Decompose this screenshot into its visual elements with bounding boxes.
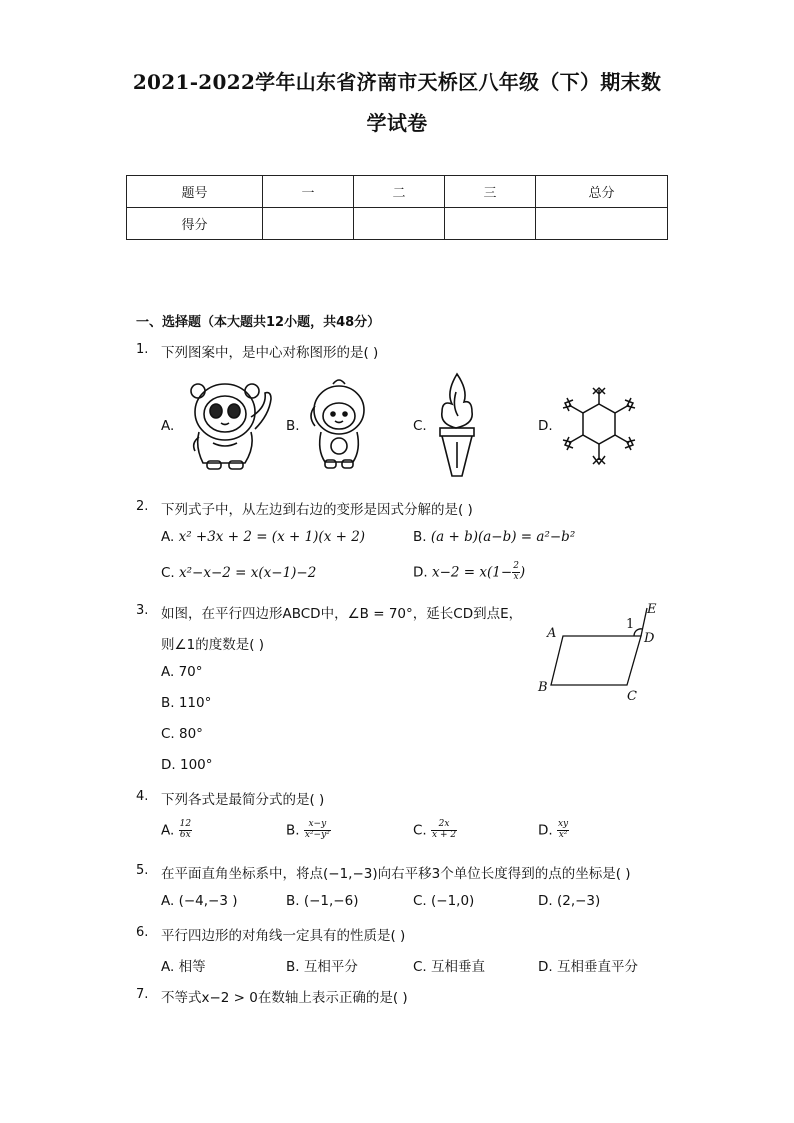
q4-option-d-fraction (557, 820, 569, 841)
snowflake-image (561, 384, 637, 468)
q2-option-b-expr: (a + b)(a−b) = a²−b² (430, 529, 576, 545)
q4-option-c-label: C. (413, 822, 427, 839)
q2-option-b (413, 529, 575, 545)
question-3-text-line1: 如图，在平行四边形ABCD中，∠B = 70°，延长CD到点E， (161, 606, 523, 622)
page-title-line1: 2021-2022学年山东省济南市天桥区八年级（下）期末数 (132, 70, 662, 94)
question-number: 4. (136, 789, 149, 804)
score-table-header-row (127, 176, 668, 208)
question-number: 1. (136, 342, 149, 357)
q4-option-a-label: A. (161, 822, 175, 839)
q5-option-c: C. (−1,0) (413, 893, 475, 909)
label-e: E (647, 602, 657, 617)
fraction-denominator: x + 2 (432, 829, 457, 840)
score-row-label: 得分 (127, 208, 263, 240)
q2-option-c-expr: x²−x−2 = x(x−1)−2 (179, 565, 317, 581)
q3-option-c: C. 80° (161, 726, 203, 742)
score-table-score-row (127, 208, 668, 240)
fraction-denominator: 6x (179, 829, 191, 840)
parallelogram-figure (535, 598, 665, 708)
question-5-text: 在平面直角坐标系中，将点(−1,−3)向右平移3个单位长度得到的点的坐标是( ) (161, 866, 631, 882)
q1-option-b-label: B. (286, 418, 300, 434)
q2-option-d-label: D. (413, 564, 428, 581)
q4-option-b-fraction (304, 820, 331, 841)
q6-option-a: A. 相等 (161, 959, 206, 975)
score-cell[interactable] (263, 208, 354, 240)
q2-option-c (161, 565, 316, 581)
q2-option-a-expr: x² +3x + 2 = (x + 1)(x + 2) (178, 529, 366, 545)
fraction-numerator: 12 (179, 819, 192, 829)
label-d: D (644, 631, 655, 646)
q3-option-b: B. 110° (161, 695, 212, 711)
question-number: 7. (136, 987, 149, 1002)
q6-option-c: C. 互相垂直 (413, 959, 486, 975)
question-number: 2. (136, 499, 149, 514)
question-number: 5. (136, 863, 149, 878)
parallelogram-abcd (551, 636, 641, 685)
score-table (126, 175, 668, 240)
q2-option-b-label: B. (413, 529, 427, 545)
mascot-lantern-image (305, 376, 373, 472)
fraction-numerator: x−y (304, 820, 331, 831)
q2-option-d-expr-post: ) (519, 564, 526, 581)
q2-option-a-label: A. (161, 529, 175, 545)
fraction-numerator: 2 (513, 561, 519, 571)
score-header-cell: 题号 (127, 176, 263, 208)
section-heading: 一、选择题（本大题共12小题，共48分） (136, 315, 381, 330)
q1-option-c-label: C. (413, 418, 427, 434)
q3-option-a: A. 70° (161, 664, 203, 680)
torch-image (432, 372, 482, 478)
question-2-text: 下列式子中，从左边到右边的变形是因式分解的是( ) (161, 502, 473, 518)
q4-option-a-fraction (179, 820, 192, 841)
q2-option-d-expr-pre: x−2 = x(1− (431, 564, 513, 581)
fraction-numerator: xy (557, 819, 569, 829)
q1-option-d-label: D. (538, 418, 553, 434)
question-number: 6. (136, 925, 149, 940)
fraction-denominator: x² (558, 829, 568, 840)
score-cell[interactable] (445, 208, 536, 240)
page-title-line2: 学试卷 (366, 111, 428, 135)
q5-option-a: A. (−4,−3 ) (161, 893, 238, 909)
question-7-text: 不等式x−2 > 0在数轴上表示正确的是( ) (161, 990, 408, 1006)
fraction-numerator: 2x (431, 820, 457, 831)
score-cell[interactable] (536, 208, 668, 240)
q4-option-d (538, 820, 569, 841)
q4-option-b-label: B. (286, 822, 300, 839)
label-c: C (627, 689, 637, 704)
q1-option-a-label: A. (161, 418, 175, 434)
score-header-cell: 三 (445, 176, 536, 208)
q6-option-b: B. 互相平分 (286, 959, 358, 975)
q4-option-c-fraction (431, 820, 457, 841)
q4-option-d-label: D. (538, 822, 553, 839)
question-number: 3. (136, 603, 149, 618)
fraction-denominator: x²−y² (304, 829, 330, 840)
score-cell[interactable] (354, 208, 445, 240)
question-3-text-line2: 则∠1的度数是( ) (161, 637, 265, 653)
q2-option-d-fraction (512, 562, 520, 583)
mascot-panda-image (185, 377, 275, 472)
question-4-text: 下列各式是最简分式的是( ) (161, 792, 325, 808)
q4-option-b (286, 820, 331, 841)
score-header-cell: 总分 (536, 176, 668, 208)
q6-option-d: D. 互相垂直平分 (538, 959, 638, 975)
question-1-text: 下列图案中，是中心对称图形的是( ) (161, 345, 379, 361)
q3-option-d: D. 100° (161, 757, 213, 773)
q2-option-c-label: C. (161, 565, 175, 581)
q2-option-d (413, 562, 525, 583)
score-header-cell: 一 (263, 176, 354, 208)
label-b: B (538, 680, 548, 695)
label-a: A (547, 626, 557, 641)
q4-option-c (413, 820, 457, 841)
score-header-cell: 二 (354, 176, 445, 208)
label-angle-1: 1 (626, 617, 635, 632)
q2-option-a (161, 529, 365, 545)
fraction-denominator: x (513, 571, 519, 582)
q5-option-d: D. (2,−3) (538, 893, 601, 909)
q4-option-a (161, 820, 192, 841)
q5-option-b: B. (−1,−6) (286, 893, 359, 909)
question-6-text: 平行四边形的对角线一定具有的性质是( ) (161, 928, 406, 944)
